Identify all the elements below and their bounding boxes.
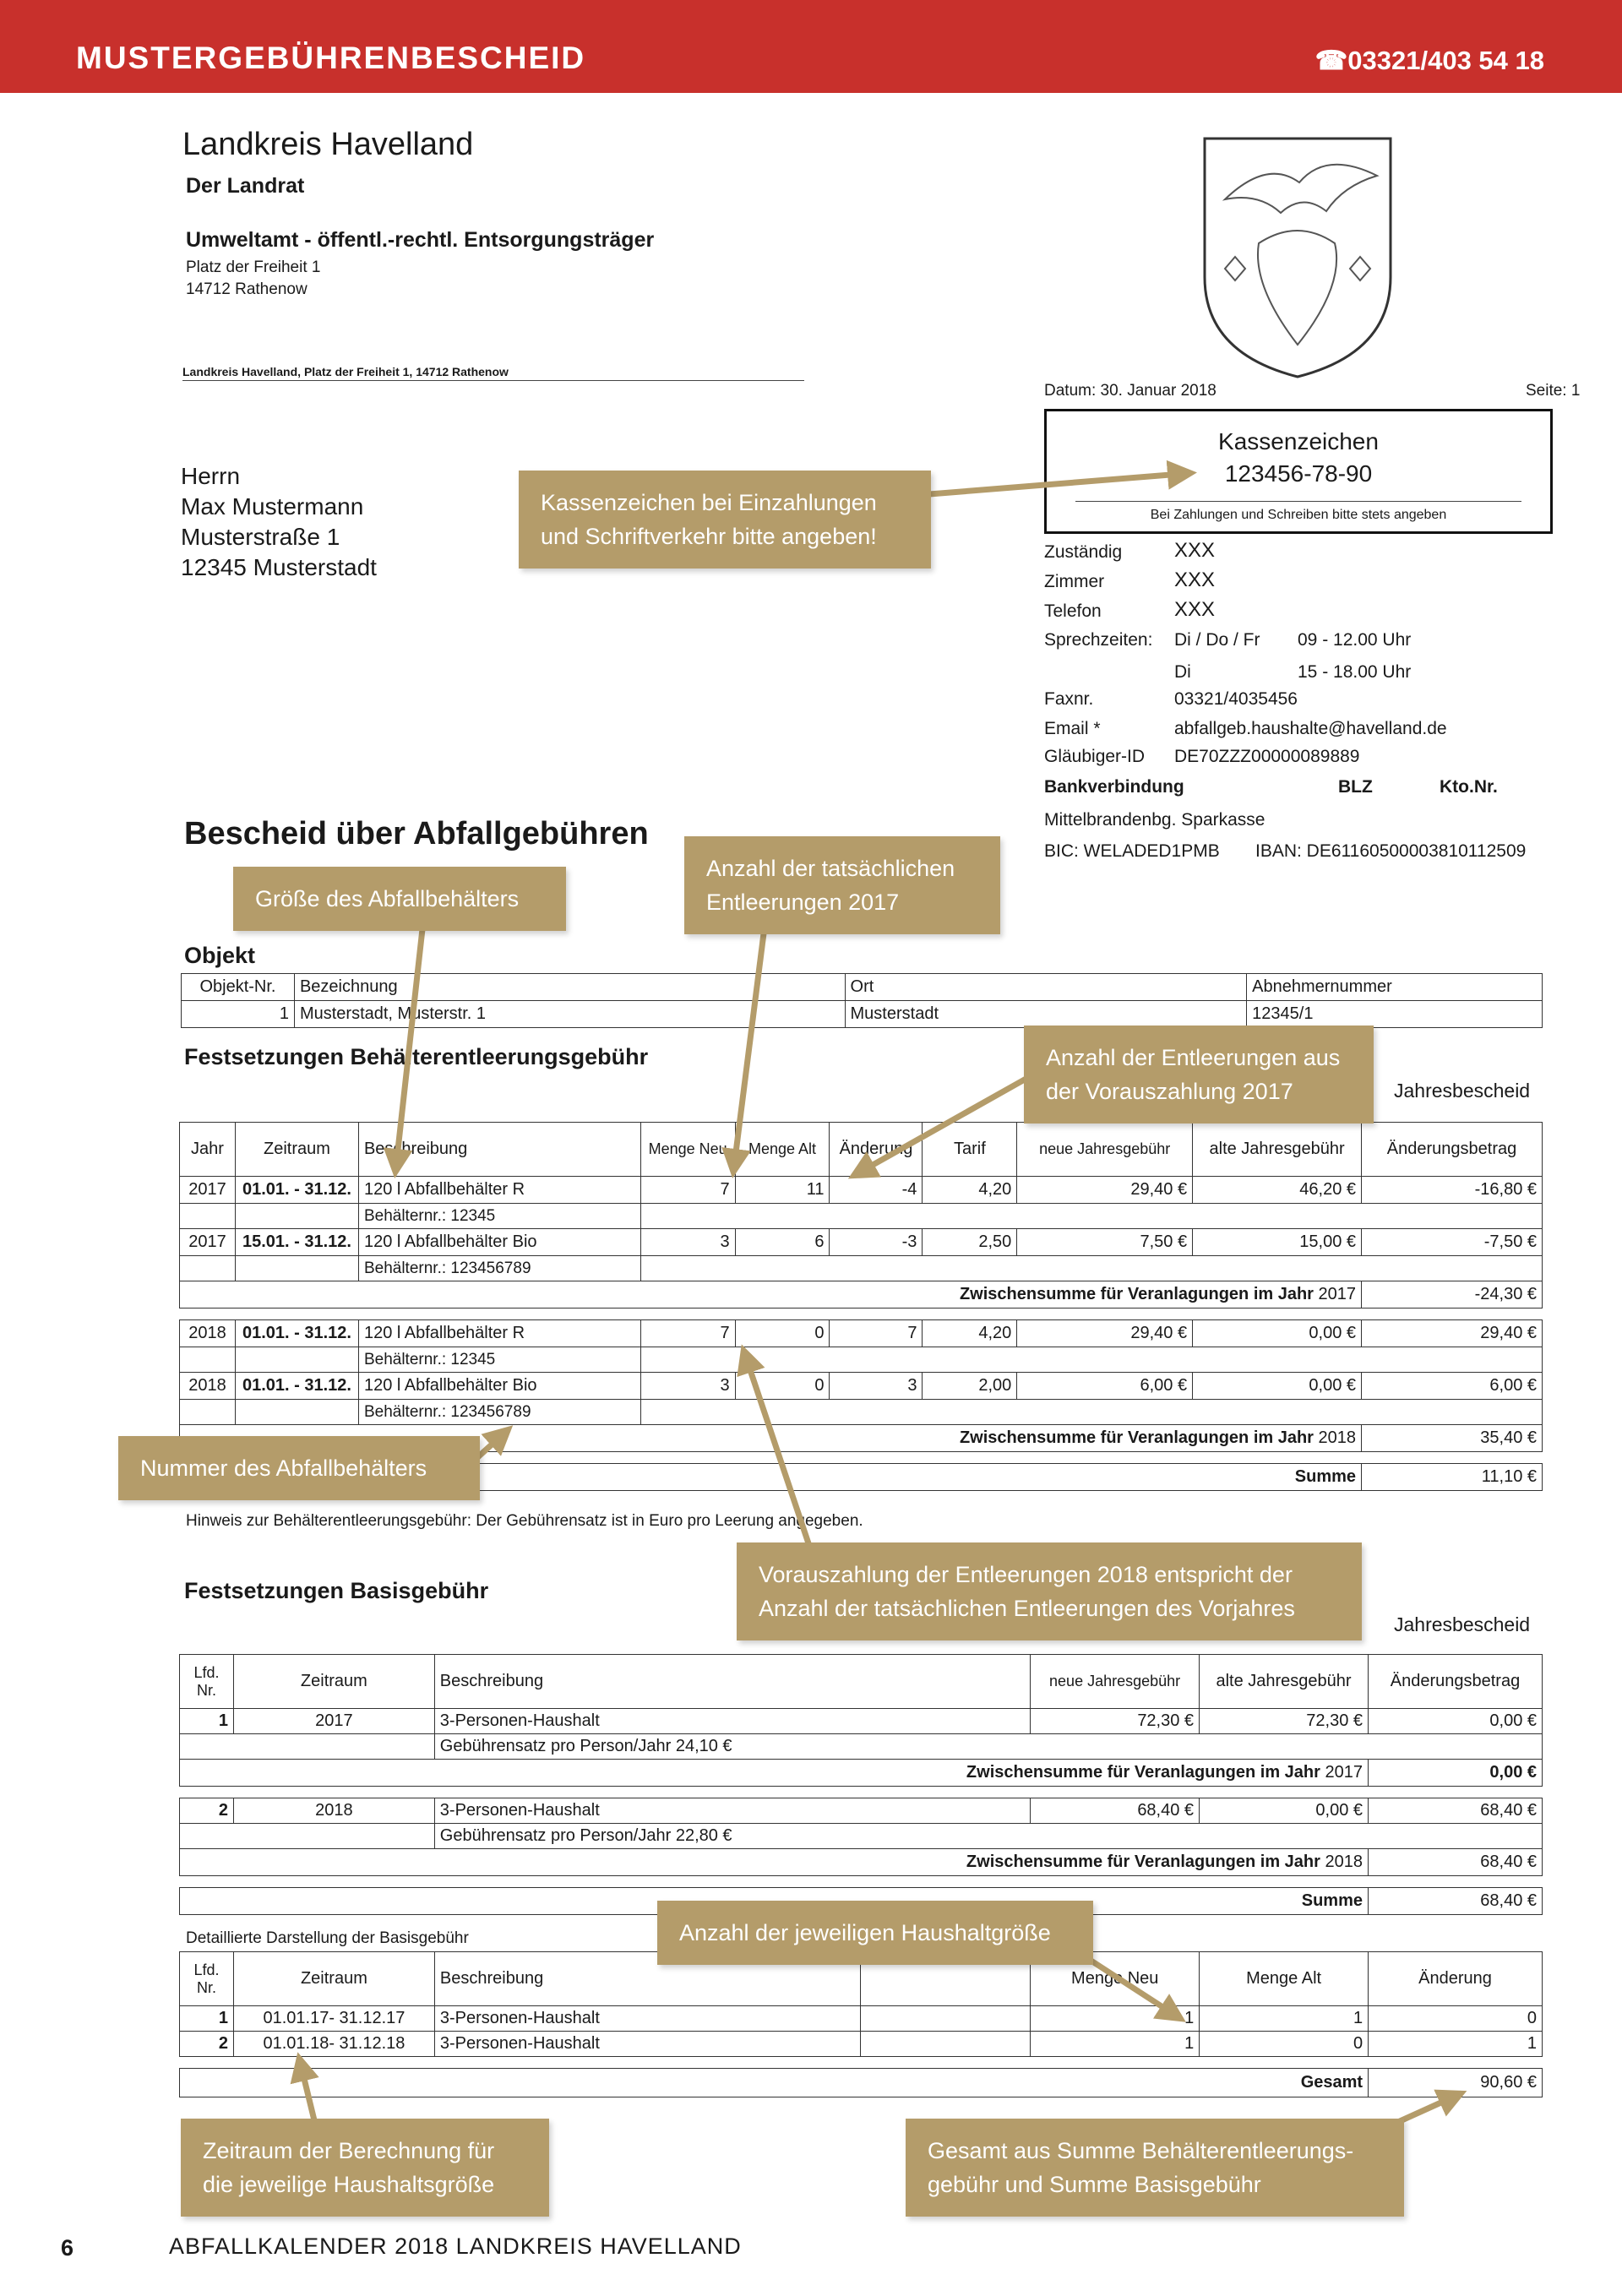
subtotal-year: 2017 [1325,1763,1363,1782]
cell-aenderung: 3 [830,1373,923,1400]
subtotal-year: 2018 [1325,1853,1363,1871]
recipient-line: Max Mustermann [181,493,364,520]
objekt-header: Ort [845,974,1247,1001]
cell-beschreibung: 120 l Abfallbehälter Bio [358,1229,640,1256]
detail-header-aenderung: Änderung [1369,1952,1543,2006]
contact-bank-key: Bankverbindung [1044,777,1184,797]
contact-sprechzeiten-days-1: Di / Do / Fr [1174,630,1260,650]
contact-sprechzeiten-hours-1: 09 - 12.00 Uhr [1298,630,1412,650]
cell-beschreibung: 3-Personen-Haushalt [434,2006,860,2032]
cell-zeitraum: 01.01.18- 31.12.18 [233,2032,434,2057]
table-row [180,1229,1543,1256]
behaelter-header-menge-neu: Menge Neu [640,1123,735,1177]
basis-header-alte: alte Jahresgebühr [1200,1655,1369,1709]
cell-behaelternummer: Behälternr.: 123456789 [358,1256,640,1281]
contact-telefon-value: XXX [1174,598,1216,621]
table-row [180,1373,1543,1400]
cell-menge-alt: 0 [1200,2032,1369,2057]
contact-email-value[interactable]: abfallgeb.haushalte@havelland.de [1174,719,1447,738]
cell-aenderung: -4 [830,1177,923,1204]
cell-aenderungsbetrag: -7,50 € [1362,1229,1543,1256]
cell-gebuehrensatz: Gebührensatz pro Person/Jahr 22,80 € [434,1824,1542,1849]
detail-table [179,1951,1543,2097]
gesamt-label: Gesamt [180,2069,1369,2097]
cell-zeitraum: 01.01. - 31.12. [235,1373,358,1400]
cell-menge-alt: 0 [735,1373,830,1400]
cell-aenderungsbetrag: 6,00 € [1362,1373,1543,1400]
cell-neue-jahresgebuehr: 29,40 € [1017,1177,1193,1204]
subtotal-year: 2018 [1318,1428,1357,1447]
callout-haushaltgroesse: Anzahl der jeweiligen Haushaltgröße [657,1901,1093,1965]
table-row [180,2032,1543,2057]
contact-iban: IBAN: DE61160500003810112509 [1255,841,1527,861]
cell-alte-jahresgebuehr: 15,00 € [1193,1229,1362,1256]
contact-sprechzeiten-key: Sprechzeiten: [1044,630,1153,650]
cell-jahr: 2018 [180,1320,236,1347]
cell-menge-neu: 3 [640,1373,735,1400]
basis-heading: Festsetzungen Basisgebühr [184,1578,489,1603]
total-label: Summe [180,1464,1362,1491]
return-address: Landkreis Havelland, Platz der Freiheit 1, 14712 Rathenow [182,365,509,378]
contact-glaeubiger-value: DE70ZZZ00000089889 [1174,747,1360,766]
callout-anzahl-vorauszahlung: Anzahl der Entleerungen aus der Vorauszahlung 2017 [1024,1026,1374,1124]
cell-behaelternummer: Behälternr.: 123456789 [358,1400,640,1425]
subtotal-value: 0,00 € [1369,1760,1543,1787]
objekt-table [181,973,1543,1028]
recipient-line: Musterstraße 1 [181,524,340,550]
cell-tarif: 2,50 [923,1229,1017,1256]
cell-behaelternummer: Behälternr.: 12345 [358,1347,640,1373]
basis-kind: Jahresbescheid [1394,1613,1531,1635]
table-row [180,1177,1543,1204]
cell-aenderungsbetrag: -16,80 € [1362,1177,1543,1204]
behaelter-header-zeitraum: Zeitraum [235,1123,358,1177]
subtotal-label: Zwischensumme für Veranlagungen im Jahr [966,1763,1320,1782]
cell-neue: 68,40 € [1031,1798,1200,1824]
cell-jahr: 2017 [180,1177,236,1204]
behaelter-header-aenderungsbetrag: Änderungsbetrag [1362,1123,1543,1177]
callout-zeitraum: Zeitraum der Berechnung für die jeweilige Haushaltsgröße [181,2119,549,2217]
subtotal-row [180,1281,1543,1309]
behaelter-header-alte-jahresgebuehr: alte Jahresgebühr [1193,1123,1362,1177]
behaelter-header-aenderung: Änderung [830,1123,923,1177]
cell-beschreibung: 120 l Abfallbehälter Bio [358,1373,640,1400]
objekt-heading: Objekt [184,943,256,968]
cell-alte: 72,30 € [1200,1709,1369,1734]
recipient-line: 12345 Musterstadt [181,554,377,580]
coat-of-arms-logo [1200,133,1396,380]
detail-header-beschreibung: Beschreibung [434,1952,860,2006]
detail-header-menge-neu: Menge Neu [1031,1952,1200,2006]
total-value: 11,10 € [1362,1464,1543,1491]
cell-aenderung: 1 [1369,2032,1543,2057]
objekt-cell: Musterstadt [845,1001,1247,1028]
cell-behaelternummer: Behälternr.: 12345 [358,1204,640,1229]
contact-glaeubiger-key: Gläubiger-ID [1044,747,1146,766]
cell-alte: 0,00 € [1200,1798,1369,1824]
table-row [180,1709,1543,1734]
cell-nr: 2 [180,2032,234,2057]
detail-header-menge-alt: Menge Alt [1200,1952,1369,2006]
behaelter-note: Hinweis zur Behälterentleerungsgebühr: Der Gebührensatz ist in Euro pro Leerung angegeben. [186,1512,863,1530]
table-row [180,1798,1543,1824]
subtotal-label: Zwischensumme für Veranlagungen im Jahr [959,1285,1314,1303]
cell-menge-neu: 3 [640,1229,735,1256]
sender-street: Platz der Freiheit 1 [186,258,321,276]
cell-menge-neu: 1 [1031,2006,1200,2032]
cell-zeitraum: 01.01. - 31.12. [235,1177,358,1204]
subtotal-value: 35,40 € [1362,1425,1543,1452]
detail-header-nr: Lfd. Nr. [180,1952,234,2006]
contact-zimmer-value: XXX [1174,569,1216,591]
objekt-header: Objekt-Nr. [182,974,295,1001]
cell-menge-alt: 0 [735,1320,830,1347]
gesamt-row [180,2069,1543,2097]
cell-neue-jahresgebuehr: 6,00 € [1017,1373,1193,1400]
cell-nr: 2 [180,1798,234,1824]
contact-sprechzeiten-hours-2: 15 - 18.00 Uhr [1298,662,1412,682]
cell-zeitraum: 01.01. - 31.12. [235,1320,358,1347]
behaelter-header-jahr: Jahr [180,1123,236,1177]
subtotal-label: Zwischensumme für Veranlagungen im Jahr [966,1853,1320,1871]
table-row [180,1734,1543,1760]
kassenzeichen-divider [1075,501,1521,502]
objekt-header: Bezeichnung [294,974,845,1001]
cell-menge-neu: 1 [1031,2032,1200,2057]
cell-gebuehrensatz: Gebührensatz pro Person/Jahr 24,10 € [434,1734,1542,1760]
cell-neue: 72,30 € [1031,1709,1200,1734]
cell-betrag: 0,00 € [1369,1709,1543,1734]
basis-table [179,1654,1543,1915]
cell-beschreibung: 3-Personen-Haushalt [434,1709,1030,1734]
subtotal-value: -24,30 € [1362,1281,1543,1309]
objekt-cell: Musterstadt, Musterstr. 1 [294,1001,845,1028]
cell-jahr: 2017 [180,1229,236,1256]
total-value: 68,40 € [1369,1888,1543,1915]
callout-anzahl-tatsaechlich: Anzahl der tatsächlichen Entleerungen 2017 [684,836,1000,934]
cell-aenderung: 0 [1369,2006,1543,2032]
subtotal-row [180,1760,1543,1787]
footer-title: ABFALLKALENDER 2018 LANDKREIS HAVELLAND [169,2233,742,2259]
basis-header-beschreibung: Beschreibung [434,1655,1030,1709]
contact-blz-label: BLZ [1338,777,1373,797]
subtotal-year: 2017 [1318,1285,1357,1303]
cell-aenderung: -3 [830,1229,923,1256]
recipient-line: Herrn [181,463,241,489]
behaelter-header-neue-jahresgebuehr: neue Jahresgebühr [1017,1123,1193,1177]
contact-kto-label: Kto.Nr. [1440,777,1498,797]
footer-page-number: 6 [61,2235,74,2261]
cell-menge-neu: 7 [640,1177,735,1204]
callout-behaeltergroesse: Größe des Abfallbehälters [233,867,566,931]
basis-header-neue: neue Jahresgebühr [1031,1655,1200,1709]
contact-telefon-key: Telefon [1044,601,1102,621]
subtotal-value: 68,40 € [1369,1849,1543,1876]
callout-behaelternummer: Nummer des Abfallbehälters [118,1436,480,1500]
cell-alte-jahresgebuehr: 0,00 € [1193,1320,1362,1347]
cell-menge-alt: 1 [1200,2006,1369,2032]
cell-tarif: 2,00 [923,1373,1017,1400]
contact-zimmer-key: Zimmer [1044,572,1105,591]
subtotal-label: Zwischensumme für Veranlagungen im Jahr [959,1428,1314,1447]
gesamt-value: 90,60 € [1369,2069,1543,2097]
objekt-header: Abnehmernummer [1247,974,1543,1001]
contact-fax-value: 03321/4035456 [1174,689,1298,709]
cell-menge-neu: 7 [640,1320,735,1347]
cell-nr: 1 [180,2006,234,2032]
callout-gesamt: Gesamt aus Summe Behälterentleerungs-gebühr und Summe Basisgebühr [906,2119,1404,2217]
cell-beschreibung: 3-Personen-Haushalt [434,1798,1030,1824]
cell-menge-alt: 6 [735,1229,830,1256]
objekt-cell: 12345/1 [1247,1001,1543,1028]
cell-alte-jahresgebuehr: 46,20 € [1193,1177,1362,1204]
sender-city: 14712 Rathenow [186,280,308,298]
table-row [180,1204,1543,1229]
table-row [180,1347,1543,1373]
detail-heading: Detaillierte Darstellung der Basisgebühr [186,1929,469,1947]
subtotal-row [180,1849,1543,1876]
contact-sprechzeiten-days-2: Di [1174,662,1191,682]
cell-zeitraum: 01.01.17- 31.12.17 [233,2006,434,2032]
cell-beschreibung: 120 l Abfallbehälter R [358,1177,640,1204]
cell-neue-jahresgebuehr: 29,40 € [1017,1320,1193,1347]
basis-header-betrag: Änderungsbetrag [1369,1655,1543,1709]
cell-beschreibung: 120 l Abfallbehälter R [358,1320,640,1347]
table-row [180,1320,1543,1347]
contact-fax-key: Faxnr. [1044,689,1094,709]
cell-aenderung: 7 [830,1320,923,1347]
contact-email-key: Email * [1044,719,1101,738]
cell-jahr: 2018 [180,1373,236,1400]
basis-header-zeitraum: Zeitraum [233,1655,434,1709]
table-row [180,1824,1543,1849]
contact-bank-name: Mittelbrandenbg. Sparkasse [1044,810,1265,830]
kassenzeichen-box [1044,409,1553,534]
contact-bic: BIC: WELADED1PMB [1044,841,1220,861]
table-row [180,1256,1543,1281]
behaelter-heading: Festsetzungen Behälterentleerungsgebühr [184,1044,649,1069]
callout-kassenzeichen: Kassenzeichen bei Einzahlungen und Schriftverkehr bitte angeben! [519,471,931,569]
cell-neue-jahresgebuehr: 7,50 € [1017,1229,1193,1256]
cell-beschreibung: 3-Personen-Haushalt [434,2032,860,2057]
detail-header-zeitraum: Zeitraum [233,1952,434,2006]
cell-zeitraum: 2017 [233,1709,434,1734]
kassenzeichen-value: 123456-78-90 [1224,460,1373,487]
sender-department: Umweltamt - öffentl.-rechtl. Entsorgungsträger [186,228,655,252]
objekt-cell: 1 [182,1001,295,1028]
contact-zustaendig-key: Zuständig [1044,542,1123,562]
cell-zeitraum: 15.01. - 31.12. [235,1229,358,1256]
letter-page: Seite: 1 [1526,382,1581,400]
cell-menge-alt: 11 [735,1177,830,1204]
document-title: Bescheid über Abfallgebühren [184,816,649,851]
recipient-address [181,461,377,583]
cell-alte-jahresgebuehr: 0,00 € [1193,1373,1362,1400]
behaelter-header-menge-alt: Menge Alt [735,1123,830,1177]
cell-tarif: 4,20 [923,1320,1017,1347]
sender-head: Der Landrat [186,174,305,198]
header-phone: ☎03321/403 54 18 [1314,46,1544,75]
total-label: Summe [180,1888,1369,1915]
kassenzeichen-note: Bei Zahlungen und Schreiben bitte stets angeben [1150,508,1447,522]
header-title: MUSTERGEBÜHRENBESCHEID [76,41,586,75]
return-address-line [182,380,804,381]
cell-nr: 1 [180,1709,234,1734]
cell-betrag: 68,40 € [1369,1798,1543,1824]
kassenzeichen-label: Kassenzeichen [1218,428,1379,454]
letter-date: Datum: 30. Januar 2018 [1044,382,1216,400]
contact-zustaendig-value: XXX [1174,539,1216,562]
callout-vorauszahlung-2018: Vorauszahlung der Entleerungen 2018 entspricht der Anzahl der tatsächlichen Entleerungen des Vorjahres [737,1542,1362,1640]
cell-zeitraum: 2018 [233,1798,434,1824]
basis-header-nr: Lfd. Nr. [180,1655,234,1709]
behaelter-header-tarif: Tarif [923,1123,1017,1177]
cell-tarif: 4,20 [923,1177,1017,1204]
table-row [180,1400,1543,1425]
sender-authority: Landkreis Havelland [182,127,474,162]
cell-aenderungsbetrag: 29,40 € [1362,1320,1543,1347]
behaelter-header-beschreibung: Beschreibung [358,1123,640,1177]
table-row [180,2006,1543,2032]
behaelter-kind: Jahresbescheid [1394,1080,1531,1102]
